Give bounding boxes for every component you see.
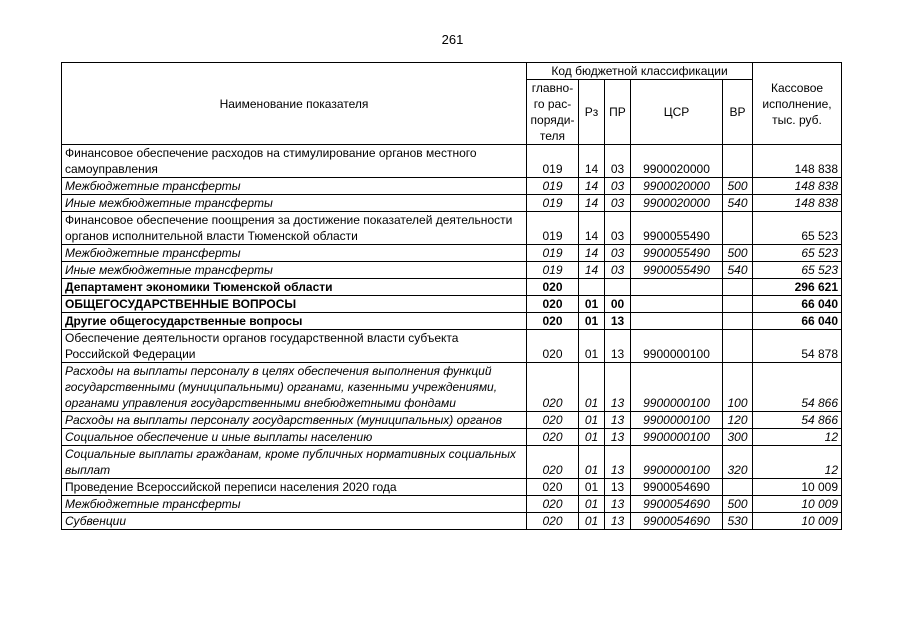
cell-rz: 14 <box>579 145 605 178</box>
cell-vr <box>723 296 753 313</box>
cell-name: Социальное обеспечение и иные выплаты населению <box>62 429 527 446</box>
cell-amount: 54 878 <box>753 330 842 363</box>
table-row <box>62 496 842 513</box>
table-row <box>62 145 842 178</box>
cell-vr <box>723 479 753 496</box>
page-number: 261 <box>441 32 464 47</box>
header-rz: Рз <box>579 80 605 145</box>
cell-csr: 9900000100 <box>631 412 723 429</box>
cell-vr: 500 <box>723 178 753 195</box>
cell-glavn: 020 <box>527 479 579 496</box>
header-code-group: Код бюджетной классификации <box>527 63 753 80</box>
cell-rz: 01 <box>579 330 605 363</box>
cell-csr <box>631 279 723 296</box>
cell-rz: 01 <box>579 513 605 530</box>
cell-pr: 03 <box>605 145 631 178</box>
cell-amount: 66 040 <box>753 296 842 313</box>
cell-vr: 100 <box>723 363 753 412</box>
cell-rz: 01 <box>579 496 605 513</box>
cell-glavn: 020 <box>527 496 579 513</box>
cell-vr: 120 <box>723 412 753 429</box>
cell-glavn: 020 <box>527 296 579 313</box>
cell-amount: 12 <box>753 429 842 446</box>
cell-name: Межбюджетные трансферты <box>62 245 527 262</box>
cell-glavn: 019 <box>527 212 579 245</box>
cell-csr: 9900000100 <box>631 363 723 412</box>
cell-vr: 500 <box>723 245 753 262</box>
table-row <box>62 330 842 363</box>
cell-rz: 01 <box>579 446 605 479</box>
cell-name: Финансовое обеспечение расходов на стимулирование органов местного самоуправления <box>62 145 527 178</box>
cell-amount: 10 009 <box>753 479 842 496</box>
cell-rz: 14 <box>579 245 605 262</box>
cell-pr: 13 <box>605 513 631 530</box>
cell-name: Субвенции <box>62 513 527 530</box>
cell-name: ОБЩЕГОСУДАРСТВЕННЫЕ ВОПРОСЫ <box>62 296 527 313</box>
table-row <box>62 296 842 313</box>
cell-rz: 01 <box>579 313 605 330</box>
budget-table <box>61 62 842 530</box>
cell-rz: 14 <box>579 212 605 245</box>
cell-rz: 01 <box>579 479 605 496</box>
cell-pr: 03 <box>605 178 631 195</box>
cell-rz: 01 <box>579 296 605 313</box>
cell-name: Финансовое обеспечение поощрения за достижение показателей деятельности органов исполнительной власти Тюменской области <box>62 212 527 245</box>
cell-vr: 540 <box>723 195 753 212</box>
cell-csr: 9900020000 <box>631 145 723 178</box>
header-vr: ВР <box>723 80 753 145</box>
cell-name: Расходы на выплаты персоналу государственных (муниципальных) органов <box>62 412 527 429</box>
cell-rz: 14 <box>579 195 605 212</box>
cell-vr: 320 <box>723 446 753 479</box>
cell-rz: 14 <box>579 262 605 279</box>
table-row <box>62 245 842 262</box>
header-amount: Кассовое исполнение, тыс. руб. <box>753 63 842 145</box>
cell-pr: 13 <box>605 496 631 513</box>
cell-pr: 00 <box>605 296 631 313</box>
cell-glavn: 020 <box>527 330 579 363</box>
cell-csr: 9900054690 <box>631 496 723 513</box>
cell-amount: 66 040 <box>753 313 842 330</box>
cell-csr: 9900055490 <box>631 212 723 245</box>
cell-rz: 01 <box>579 363 605 412</box>
table-row <box>62 446 842 479</box>
table-row <box>62 429 842 446</box>
cell-amount: 54 866 <box>753 363 842 412</box>
cell-pr: 13 <box>605 429 631 446</box>
header-csr: ЦСР <box>631 80 723 145</box>
cell-name: Межбюджетные трансферты <box>62 178 527 195</box>
cell-name: Другие общегосударственные вопросы <box>62 313 527 330</box>
cell-amount: 54 866 <box>753 412 842 429</box>
cell-csr <box>631 296 723 313</box>
header-pr: ПР <box>605 80 631 145</box>
cell-glavn: 020 <box>527 313 579 330</box>
cell-glavn: 020 <box>527 513 579 530</box>
table-row <box>62 412 842 429</box>
cell-rz <box>579 279 605 296</box>
cell-vr <box>723 212 753 245</box>
table-row <box>62 479 842 496</box>
cell-pr: 13 <box>605 330 631 363</box>
cell-csr: 9900055490 <box>631 245 723 262</box>
cell-glavn: 019 <box>527 178 579 195</box>
cell-glavn: 019 <box>527 195 579 212</box>
cell-glavn: 019 <box>527 145 579 178</box>
table-row <box>62 212 842 245</box>
cell-amount: 148 838 <box>753 178 842 195</box>
cell-amount: 148 838 <box>753 195 842 212</box>
cell-name: Обеспечение деятельности органов государственной власти субъекта Российской Федерации <box>62 330 527 363</box>
table-row <box>62 195 842 212</box>
cell-rz: 14 <box>579 178 605 195</box>
cell-csr: 9900000100 <box>631 330 723 363</box>
cell-pr: 13 <box>605 313 631 330</box>
cell-name: Департамент экономики Тюменской области <box>62 279 527 296</box>
cell-csr: 9900000100 <box>631 446 723 479</box>
cell-amount: 12 <box>753 446 842 479</box>
cell-name: Расходы на выплаты персоналу в целях обеспечения выполнения функций государственными (муниципальными) органами, казенными учреждениями, органами управления государственными внебюджетными фондами <box>62 363 527 412</box>
cell-vr: 300 <box>723 429 753 446</box>
table-row <box>62 513 842 530</box>
cell-amount: 65 523 <box>753 212 842 245</box>
cell-vr <box>723 330 753 363</box>
cell-csr: 9900020000 <box>631 178 723 195</box>
cell-pr: 03 <box>605 195 631 212</box>
cell-name: Проведение Всероссийской переписи населения 2020 года <box>62 479 527 496</box>
cell-pr: 03 <box>605 245 631 262</box>
cell-rz: 01 <box>579 412 605 429</box>
table-row <box>62 313 842 330</box>
cell-pr: 03 <box>605 212 631 245</box>
cell-amount: 65 523 <box>753 245 842 262</box>
cell-glavn: 020 <box>527 429 579 446</box>
cell-vr: 500 <box>723 496 753 513</box>
table-row <box>62 178 842 195</box>
cell-amount: 148 838 <box>753 145 842 178</box>
cell-amount: 10 009 <box>753 513 842 530</box>
cell-csr: 9900020000 <box>631 195 723 212</box>
cell-pr: 13 <box>605 363 631 412</box>
cell-glavn: 019 <box>527 262 579 279</box>
cell-name: Иные межбюджетные трансферты <box>62 195 527 212</box>
cell-csr: 9900055490 <box>631 262 723 279</box>
cell-name: Межбюджетные трансферты <box>62 496 527 513</box>
header-name: Наименование показателя <box>62 63 527 145</box>
cell-glavn: 019 <box>527 245 579 262</box>
cell-pr: 13 <box>605 446 631 479</box>
cell-vr <box>723 313 753 330</box>
cell-vr: 540 <box>723 262 753 279</box>
cell-pr: 13 <box>605 479 631 496</box>
cell-glavn: 020 <box>527 279 579 296</box>
cell-glavn: 020 <box>527 363 579 412</box>
cell-vr <box>723 145 753 178</box>
cell-glavn: 020 <box>527 412 579 429</box>
table-row <box>62 262 842 279</box>
cell-name: Иные межбюджетные трансферты <box>62 262 527 279</box>
cell-rz: 01 <box>579 429 605 446</box>
cell-amount: 296 621 <box>753 279 842 296</box>
cell-amount: 65 523 <box>753 262 842 279</box>
table-row <box>62 279 842 296</box>
cell-amount: 10 009 <box>753 496 842 513</box>
table-row <box>62 363 842 412</box>
cell-csr: 9900000100 <box>631 429 723 446</box>
cell-csr: 9900054690 <box>631 479 723 496</box>
cell-pr: 13 <box>605 412 631 429</box>
cell-csr <box>631 313 723 330</box>
cell-csr: 9900054690 <box>631 513 723 530</box>
header-glavn: главно-го рас-поряди-теля <box>527 80 579 145</box>
cell-vr <box>723 279 753 296</box>
cell-glavn: 020 <box>527 446 579 479</box>
cell-name: Социальные выплаты гражданам, кроме публичных нормативных социальных выплат <box>62 446 527 479</box>
table-body <box>62 145 842 530</box>
cell-vr: 530 <box>723 513 753 530</box>
cell-pr <box>605 279 631 296</box>
cell-pr: 03 <box>605 262 631 279</box>
